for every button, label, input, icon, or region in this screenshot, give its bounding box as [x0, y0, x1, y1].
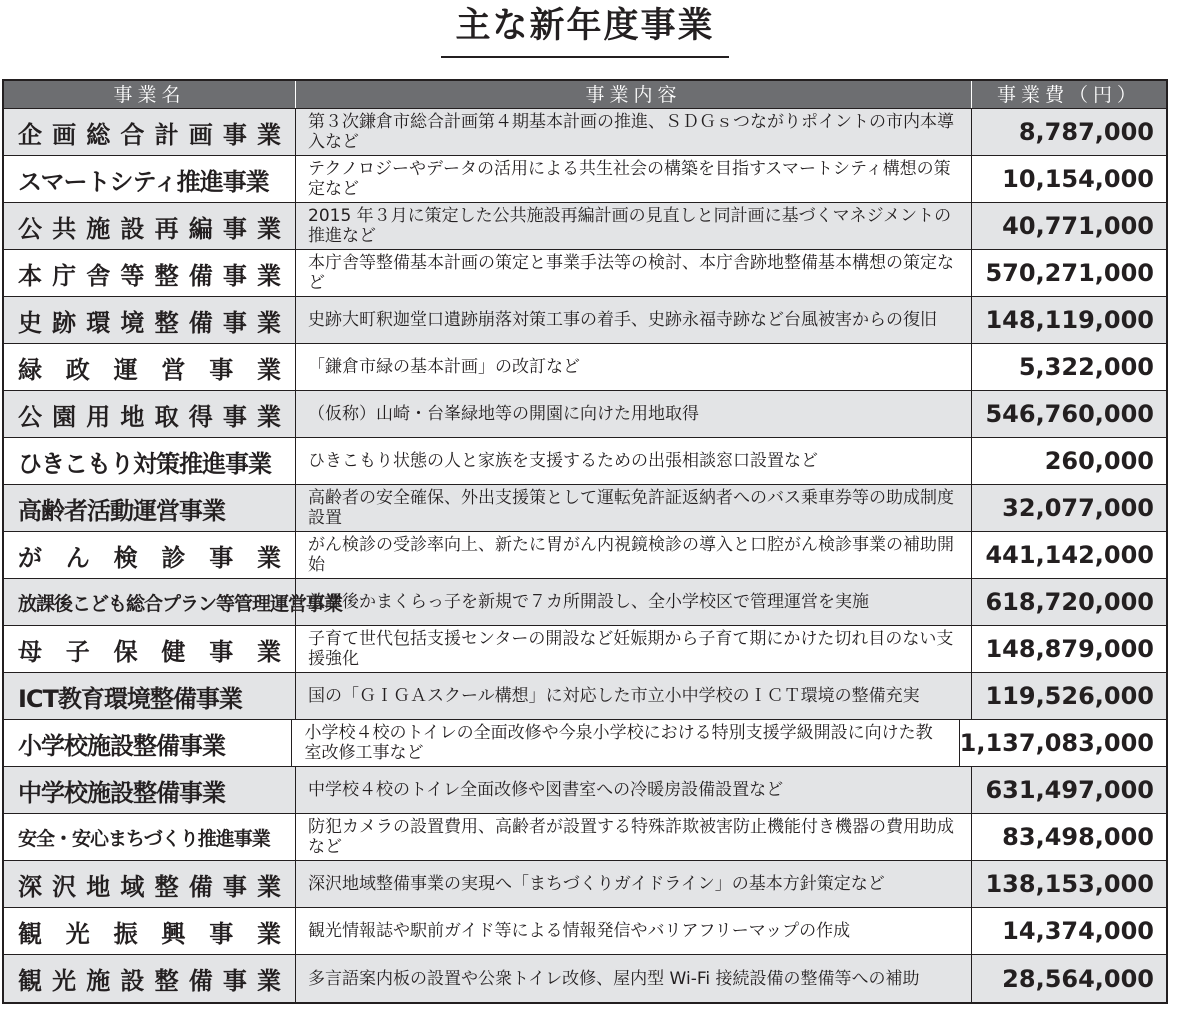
table-row — [4, 297, 1166, 344]
table-row — [4, 767, 1166, 814]
project-name: 放課後こども総合プラン等管理運営事業 — [18, 592, 343, 615]
project-name: ひきこもり対策推進事業 — [18, 449, 271, 478]
project-content: 高齢者の安全確保、外出支援策として運転免許証返納者へのバス乗車券等の助成制度設置 — [296, 485, 972, 531]
project-cost: 618,720,000 — [985, 588, 1154, 616]
project-content: 防犯カメラの設置費用、高齢者が設置する特殊詐欺被害防止機能付き機器の費用助成など — [296, 814, 972, 860]
table-row — [4, 344, 1166, 391]
table-header — [4, 81, 1166, 109]
table-row — [4, 955, 1166, 1002]
header-project-content: 事業内容 — [296, 81, 972, 108]
project-cost: 1,137,083,000 — [959, 729, 1154, 757]
table-row — [4, 203, 1166, 250]
project-name: 小学校施設整備事業 — [18, 731, 225, 760]
project-content: 国の「ＧＩＧＡスクール構想」に対応した市立小中学校のＩＣＴ環境の整備充実 — [296, 673, 972, 719]
project-content: 放課後かまくらっ子を新規で７カ所開設し、全小学校区で管理運営を実施 — [296, 579, 972, 625]
table-row — [4, 673, 1166, 720]
project-cost: 570,271,000 — [985, 259, 1154, 287]
project-cost: 546,760,000 — [985, 400, 1154, 428]
project-name-cell — [4, 203, 296, 249]
table-row — [4, 908, 1166, 955]
project-content: 本庁舎等整備基本計画の策定と事業手法等の検討、本庁舎跡地整備基本構想の策定など — [296, 250, 972, 296]
project-name: 観光施設整備事業 — [18, 967, 281, 995]
project-name: ICT教育環境整備事業 — [18, 684, 242, 713]
project-name: 高齢者活動運営事業 — [18, 496, 225, 525]
project-content: 小学校４校のトイレの全面改修や今泉小学校における特別支援学級開設に向けた教室改修工事など — [292, 720, 959, 766]
project-name-cell — [4, 297, 296, 343]
project-name-cell — [4, 109, 296, 155]
project-cost: 10,154,000 — [1002, 165, 1154, 193]
project-name-cell — [4, 344, 296, 390]
project-content: 2015 年３月に策定した公共施設再編計画の見直しと同計画に基づくマネジメントの推進など — [296, 203, 972, 249]
project-name-cell — [4, 250, 296, 296]
table-row — [4, 861, 1166, 908]
project-name-cell — [4, 626, 296, 672]
project-cost: 260,000 — [1044, 447, 1154, 475]
project-content: テクノロジーやデータの活用による共生社会の構築を目指すスマートシティ構想の策定など — [296, 156, 972, 202]
project-name: 観光振興事業 — [18, 919, 281, 948]
project-name-cell — [4, 955, 296, 1002]
project-name-cell — [4, 579, 343, 625]
project-cost: 119,526,000 — [985, 682, 1154, 710]
project-cost: 83,498,000 — [1002, 823, 1154, 851]
project-content: 観光情報誌や駅前ガイド等による情報発信やバリアフリーマップの作成 — [296, 908, 972, 954]
project-name: 公園用地取得事業 — [18, 402, 281, 431]
table-row — [4, 109, 1166, 156]
table-row — [4, 485, 1166, 532]
project-cost: 631,497,000 — [985, 776, 1154, 804]
title-underline — [441, 56, 729, 58]
project-name-cell — [4, 532, 296, 578]
project-content: 史跡大町釈迦堂口遺跡崩落対策工事の着手、史跡永福寺跡など台風被害からの復旧 — [296, 297, 972, 343]
project-content: （仮称）山崎・台峯緑地等の開園に向けた用地取得 — [296, 391, 972, 437]
page-title: 主な新年度事業 — [455, 6, 715, 46]
project-content: ひきこもり状態の人と家族を支援するための出張相談窓口設置など — [296, 438, 972, 484]
project-name: 企画総合計画事業 — [18, 120, 281, 149]
project-name-cell — [4, 438, 296, 484]
projects-table — [2, 79, 1168, 1004]
project-name: 緑政運営事業 — [18, 355, 281, 384]
project-cost: 148,119,000 — [985, 306, 1154, 334]
header-project-name: 事業名 — [4, 81, 296, 108]
project-name-cell — [4, 156, 296, 202]
project-name-cell — [4, 767, 296, 813]
project-cost: 14,374,000 — [1002, 917, 1154, 945]
project-content: 中学校４校のトイレ全面改修や図書室への冷暖房設備設置など — [296, 767, 972, 813]
project-cost: 138,153,000 — [985, 870, 1154, 898]
project-cost: 148,879,000 — [985, 635, 1154, 663]
table-row — [4, 532, 1166, 579]
project-name: 母子保健事業 — [18, 637, 281, 666]
table-row — [4, 814, 1166, 861]
project-content: 子育て世代包括支援センターの開設など妊娠期から子育て期にかけた切れ目のない支援強化 — [296, 626, 972, 672]
project-name: 史跡環境整備事業 — [18, 308, 281, 337]
table-row — [4, 156, 1166, 203]
project-content: 深沢地域整備事業の実現へ「まちづくりガイドライン」の基本方針策定など — [296, 861, 972, 907]
project-name: スマートシティ推進事業 — [18, 167, 269, 196]
project-cost: 5,322,000 — [1018, 353, 1154, 381]
project-name: 安全・安心まちづくり推進事業 — [18, 827, 270, 850]
header-project-cost: 事業費（円） — [996, 83, 1141, 106]
project-content: 第３次鎌倉市総合計画第４期基本計画の推進、ＳＤＧｓつながりポイントの市内本導入など — [296, 109, 972, 155]
project-content: 「鎌倉市緑の基本計画」の改訂など — [296, 344, 972, 390]
table-row — [4, 579, 1166, 626]
title-area — [0, 0, 1200, 72]
project-name: 本庁舎等整備事業 — [18, 261, 281, 290]
table-row — [4, 626, 1166, 673]
project-name-cell — [4, 814, 296, 860]
table-row — [4, 250, 1166, 297]
project-name-cell — [4, 720, 292, 766]
project-content: がん検診の受診率向上、新たに胃がん内視鏡検診の導入と口腔がん検診事業の補助開始 — [296, 532, 972, 578]
project-name-cell — [4, 673, 296, 719]
project-cost: 40,771,000 — [1002, 212, 1154, 240]
project-cost: 441,142,000 — [985, 541, 1154, 569]
project-name: 中学校施設整備事業 — [18, 778, 225, 807]
project-name: 公共施設再編事業 — [18, 214, 281, 243]
table-body — [4, 109, 1166, 1002]
table-row — [4, 391, 1166, 438]
project-name-cell — [4, 908, 296, 954]
project-name-cell — [4, 485, 296, 531]
table-row — [4, 438, 1166, 485]
project-content: 多言語案内板の設置や公衆トイレ改修、屋内型 Wi-Fi 接続設備の整備等への補助 — [296, 955, 972, 1002]
project-name-cell — [4, 391, 296, 437]
table-row — [4, 720, 1166, 767]
project-cost: 8,787,000 — [1018, 118, 1154, 146]
project-cost: 32,077,000 — [1002, 494, 1154, 522]
project-name-cell — [4, 861, 296, 907]
project-cost: 28,564,000 — [1002, 964, 1154, 993]
project-name: 深沢地域整備事業 — [18, 872, 281, 901]
project-name: がん検診事業 — [18, 543, 281, 572]
